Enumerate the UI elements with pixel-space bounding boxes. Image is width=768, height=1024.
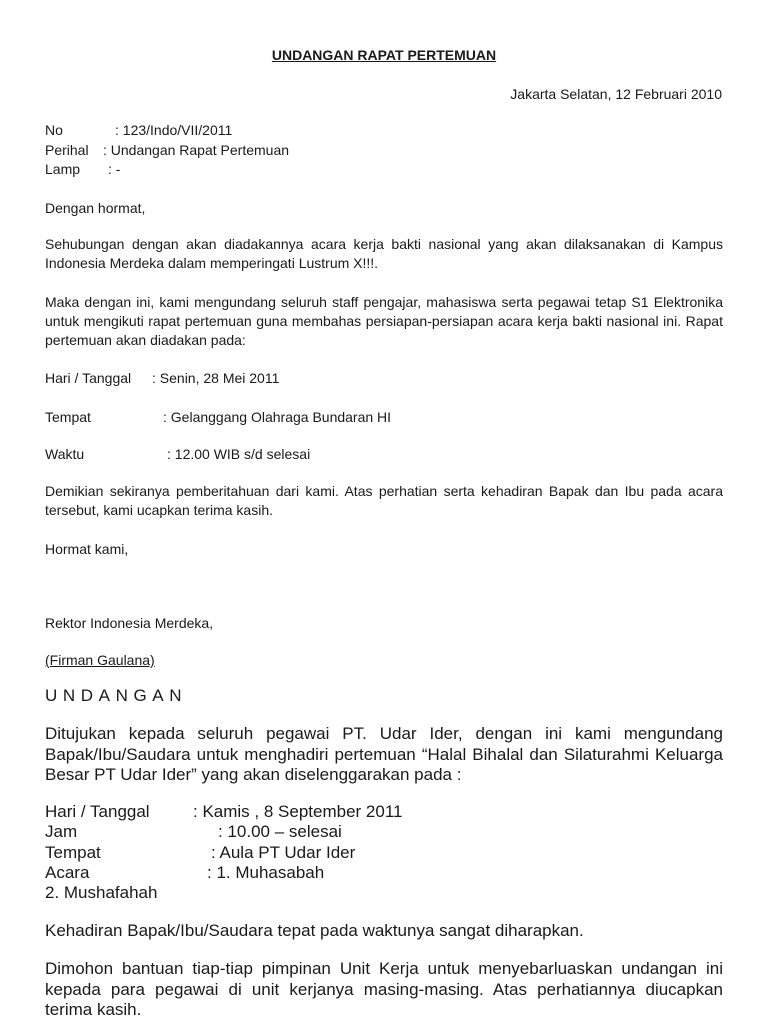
paragraph-2: Maka dengan ini, kami mengundang seluruh staff pengajar, mahasiswa serta pegawai tetap S1 Elektronika untuk mengikuti rapat pertemuan guna membahas persiapan-persiapan acara kerja bakti nasional ini. Rapat pertemuan akan diadakan pada:	[45, 294, 723, 348]
invitation-heading: UNDANGAN	[45, 686, 188, 705]
meta-perihal-value: : Undangan Rapat Pertemuan	[103, 142, 290, 158]
meta-lamp-value: : -	[108, 161, 121, 177]
detail-tempat-label-2: Tempat	[45, 843, 101, 862]
detail-waktu-value: : 12.00 WIB s/d selesai	[167, 446, 311, 462]
letter-title: UNDANGAN RAPAT PERTEMUAN	[271, 47, 497, 63]
meta-no-label: No	[45, 122, 63, 138]
detail-acara-value: : 1. Muhasabah	[207, 863, 325, 882]
detail-waktu-label: Waktu	[45, 446, 85, 462]
detail-jam-value: : 10.00 – selesai	[218, 822, 342, 841]
invitation-closing: Dimohon bantuan tiap-tiap pimpinan Unit Kerja untuk menyebarluaskan undangan ini kepada para pegawai di unit kerjanya masing-masing. Atas perhatiannya diucapkan terima kasih.	[45, 959, 723, 1019]
signer-title: Rektor Indonesia Merdeka,	[45, 615, 214, 631]
detail-tempat-value-2: : Aula PT Udar Ider	[211, 843, 356, 862]
paragraph-1: Sehubungan dengan akan diadakannya acara kerja bakti nasional yang akan dilaksanakan di Kampus Indonesia Merdeka dalam memperingati Lustrum X!!!.	[45, 236, 723, 271]
meta-no-value: : 123/Indo/VII/2011	[115, 122, 233, 138]
detail-hari-value: : Senin, 28 Mei 2011	[152, 370, 280, 386]
meta-perihal-label: Perihal	[45, 142, 89, 158]
greeting: Dengan hormat,	[45, 200, 146, 216]
acara-item-2: 2. Mushafahah	[45, 883, 158, 902]
detail-tempat-label: Tempat	[45, 409, 91, 425]
detail-tempat-value: : Gelanggang Olahraga Bundaran HI	[163, 409, 392, 425]
meta-lamp-label: Lamp	[45, 161, 81, 177]
place-date: Jakarta Selatan, 12 Februari 2010	[510, 86, 722, 102]
detail-hari-label: Hari / Tanggal	[45, 370, 132, 386]
detail-hari-label-2: Hari / Tanggal	[45, 802, 150, 821]
regards: Hormat kami,	[45, 541, 129, 557]
detail-hari-value-2: : Kamis , 8 September 2011	[193, 802, 403, 821]
signer-name: (Firman Gaulana)	[45, 652, 155, 668]
closing-paragraph: Demikian sekiranya pemberitahuan dari kami. Atas perhatian serta kehadiran Bapak dan Ibu pada acara tersebut, kami ucapkan terima kasih.	[45, 483, 723, 518]
detail-acara-label: Acara	[45, 863, 90, 882]
invitation-intro: Ditujukan kepada seluruh pegawai PT. Udar Ider, dengan ini kami mengundang Bapak/Ibu/Saudara untuk menghadiri pertemuan “Halal Bihalal dan Silaturahmi Keluarga Besar PT Udar Ider” yang akan diselenggarakan pada :	[45, 724, 723, 784]
detail-jam-label: Jam	[45, 822, 78, 841]
attendance-note: Kehadiran Bapak/Ibu/Saudara tepat pada waktunya sangat diharapkan.	[45, 921, 584, 940]
